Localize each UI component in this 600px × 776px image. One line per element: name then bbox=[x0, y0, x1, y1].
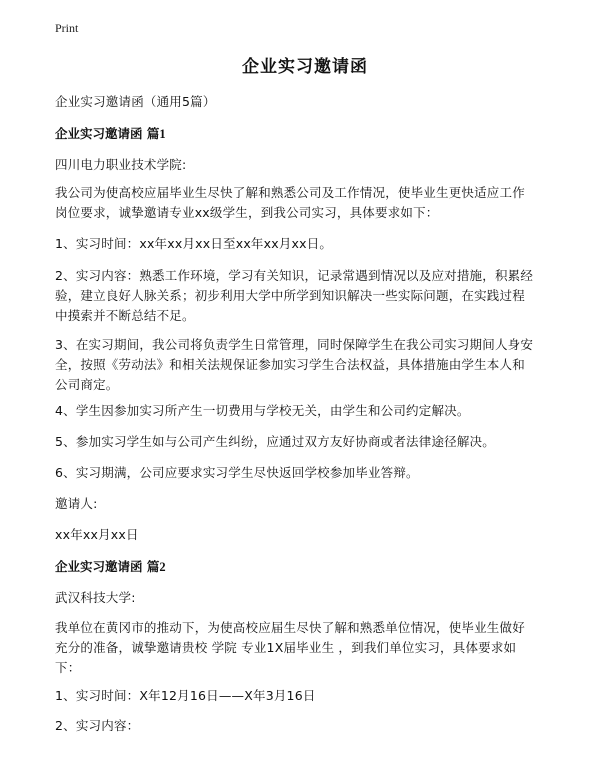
intro-paragraph: 我公司为使高校应届毕业生尽快了解和熟悉公司及工作情况，使毕业生更快适应工作岗位要求，诚挚邀请专业xx级学生，到我公司实习，具体要求如下： bbox=[55, 185, 525, 220]
document-title: 企业实习邀请函 bbox=[242, 57, 368, 77]
section-heading-2 bbox=[55, 557, 535, 577]
list-item: 1、实习时间：X年12月16日——X年3月16日 bbox=[55, 688, 316, 703]
salutation: 武汉科技大学: bbox=[55, 590, 136, 605]
section-heading-number: 篇1 bbox=[146, 127, 166, 141]
document-subtitle: 企业实习邀请函（通用5篇） bbox=[55, 94, 216, 109]
section-heading-number: 篇2 bbox=[146, 560, 166, 574]
list-item: 6、实习期满，公司应要求实习学生尽快返回学校参加毕业答辩。 bbox=[55, 465, 419, 480]
salutation: 四川电力职业技术学院: bbox=[55, 157, 187, 172]
list-item: 2、实习内容： bbox=[55, 718, 140, 733]
list-item: 2、实习内容：熟悉工作环境，学习有关知识，记录常遇到情况以及应对措施，积累经验，建立良好人脉关系；初步利用大学中所学到知识解决一些实际问题，在实践过程中摸索并不断总结不足。 bbox=[55, 268, 534, 323]
section-heading-text: 企业实习邀请函 bbox=[55, 559, 143, 574]
list-item: 4、学生因参加实习所产生一切费用与学校无关，由学生和公司约定解决。 bbox=[55, 403, 470, 418]
inviter-label: 邀请人: bbox=[55, 496, 98, 511]
print-link[interactable]: Print bbox=[55, 21, 79, 35]
section-heading-1 bbox=[55, 124, 535, 144]
list-item: 3、在实习期间，我公司将负责学生日常管理，同时保障学生在我公司实习期间人身安全，按照《劳动法》和相关法规保证参加实习学生合法权益，具体措施由学生本人和公司商定。 bbox=[55, 337, 534, 392]
list-item: 5、参加实习学生如与公司产生纠纷，应通过双方友好协商或者法律途径解决。 bbox=[55, 434, 495, 449]
section-heading-text: 企业实习邀请函 bbox=[55, 126, 143, 141]
intro-paragraph: 我单位在黄冈市的推动下，为使高校应届生尽快了解和熟悉单位情况，使毕业生做好充分的准备，诚挚邀请贵校 学院 专业1X届毕业生 ，到我们单位实习，具体要求如下： bbox=[55, 620, 525, 675]
list-item: 1、实习时间：xx年xx月xx日至xx年xx月xx日。 bbox=[55, 236, 333, 251]
signature-date: xx年xx月xx日 bbox=[55, 527, 139, 542]
